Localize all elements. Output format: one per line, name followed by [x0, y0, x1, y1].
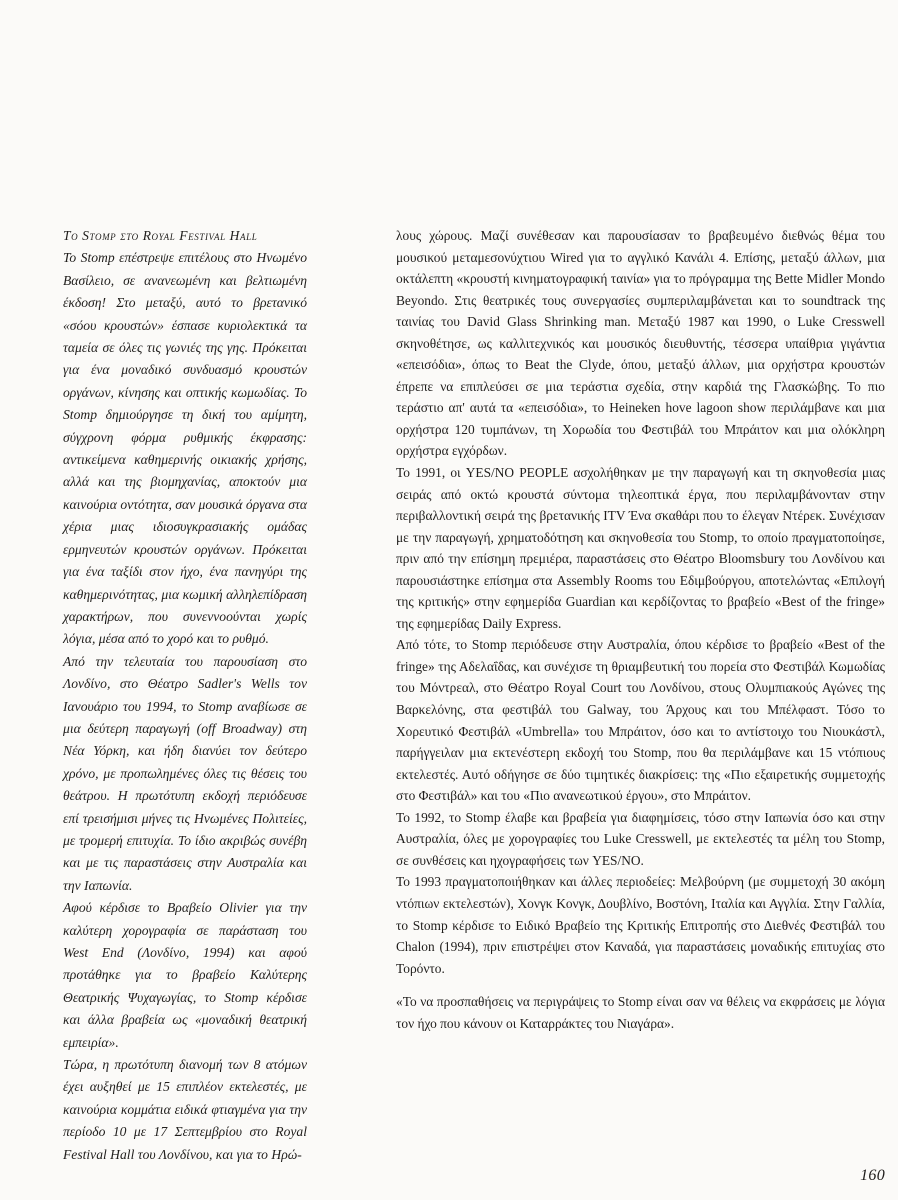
- left-paragraph-awards: Αφού κέρδισε το Βραβείο Olivier για την καλύτερη χορογραφία σε παράσταση του West End (Λονδίνο, 1994) και αφού προτάθηκε για το βραβείο Καλύτερης Θεατρικής Ψυχαγωγίας, το Stomp κέρδισε και άλλα βραβεία ως «μοναδική θεατρική εμπειρία».: [63, 900, 307, 1050]
- left-paragraph-cast: Τώρα, η πρωτότυπη διανομή των 8 ατόμων έχει αυξηθεί με 15 επιπλέον εκτελεστές, με καινούρια κομμάτια ειδικά φτιαγμένα για την περίοδο 10 με 17 Σεπτεμβρίου στο Royal Festival Hall του Λονδίνου, και για το Ηρώ-: [63, 1057, 307, 1162]
- page-number: 160: [860, 1167, 885, 1184]
- left-column: [63, 225, 307, 1166]
- closing-quote: «Το να προσπαθήσεις να περιγράψεις το Stomp είναι σαν να θέλεις να εκφράσεις με λόγια τον ήχο που κάνουν οι Καταρράκτες του Νιαγάρα».: [396, 994, 885, 1031]
- section-title: Το Stomp στο Royal Festival Hall: [63, 228, 258, 243]
- right-paragraph-collaborations: λους χώρους. Μαζί συνέθεσαν και παρουσίασαν το βραβευμένο διεθνώς θέμα του μουσικού μεταμεσονύχτιου Wired για το αγγλικό Κανάλι 4. Επίσης, μεταξύ άλλων, μια οκτάλεπτη «κρουστή κινηματογραφική ταινία» για το πρόγραμμα της Bette Midler Mondo Beyondo. Στις θεατρικές τους συνεργασίες συμπεριλαμβάνεται και το soundtrack της ταινίας του David Glass Shrinking man. Μεταξύ 1987 και 1990, ο Luke Cresswell σκηνοθέτησε, ως καλλιτεχνικός και μουσικός διευθυντής, τέσσερα υπαίθρια γιγάντια «επεισόδια», όπως το Beat the Clyde, όπου, μεταξύ άλλων, μια ορχήστρα κρουστών έπρεπε να επιπλεύσει σε μια τεράστια σχεδία, στην καρδιά της Γλασκώβης. Το πιο τεράστιο απ' αυτά τα «επεισόδια», το Heineken hove lagoon show περιλάμβανε και μια ορχήστρα 120 τυμπάνων, τη Χορωδία του Φεστιβάλ του Μπράιτον και μια ολόκληρη ορχήστρα εγχόρδων.: [396, 228, 885, 459]
- left-paragraph-history: Από την τελευταία του παρουσίαση στο Λονδίνο, στο Θέατρο Sadler's Wells τον Ιανουάριο του 1994, το Stomp αναβίωσε σε μια δεύτερη παραγωγή (off Broadway) στη Νέα Υόρκη, και ήδη διανύει τον δεύτερο χρόνο, με προπωλημένες όλες τις θέσεις του θεάτρου. Η πρωτότυπη εκδοχή περιόδευσε επί τρεισήμισι μήνες τις Ηνωμένες Πολιτείες, με τρομερή επιτυχία. Το ίδιο ακριβώς συνέβη και με τις παραστάσεις στην Αυστραλία και την Ιαπωνία.: [63, 653, 307, 893]
- right-paragraph-1992: Το 1992, το Stomp έλαβε και βραβεία για διαφημίσεις, τόσο στην Ιαπωνία όσο και στην Αυστραλία, όλες με χορογραφίες του Luke Cresswell, με εκτελεστές τα μέλη του Stomp, σε συνθέσεις και ηχογραφήσεις των YES/NO.: [396, 809, 885, 868]
- right-column: [396, 225, 885, 1034]
- right-paragraph-1993: Το 1993 πραγματοποιήθηκαν και άλλες περιοδείες: Μελβούρνη (με συμμετοχή 30 ακόμη ντόπιων εκτελεστών), Χονγκ Κονγκ, Δουβλίνο, Βοστόνη, Ιταλία και Αγγλία. Στην Γαλλία, το Stomp κέρδισε το Ειδικό Βραβείο της Κριτικής Επιτροπής στο Διεθνές Φεστιβάλ του Chalon (1994), πριν επιστρέψει στον Καναδά, για παραστάσεις μοναδικής επιτυχίας στο Τορόντο.: [396, 874, 885, 976]
- right-paragraph-tours: Από τότε, το Stomp περιόδευσε στην Αυστραλία, όπου κέρδισε το βραβείο «Best of the fringe» της Αδελαΐδας, και συνέχισε τη θριαμβευτική του πορεία στο Φεστιβάλ Κωμωδίας του Μόντρεαλ, στο Θέατρο Royal Court του Λονδίνου, στους Ολυμπιακούς Αγώνες της Βαρκελόνης, στα φεστιβάλ του Galway, του Άρχους και του Μπέλφαστ. Τόσο το Χορευτικό Φεστιβάλ «Umbrella» του Μπράιτον, όσο και το αντίστοιχο του Νιουκάστλ, παρήγγειλαν μια εκτενέστερη εκδοχή του Stomp, που θα περιλάμβανε και 15 ντόπιους εκτελεστές. Αυτό οδήγησε σε δύο τιμητικές διακρίσεις: της «Πιο εξαιρετικής συμμετοχής στο Φεστιβάλ» και του «Πιο ανανεωτικού έργου», στο Μπράιτον.: [396, 637, 885, 804]
- left-paragraph-intro: Το Stomp επέστρεψε επιτέλους στο Ηνωμένο Βασίλειο, σε ανανεωμένη και βελτιωμένη έκδοση! Στο μεταξύ, αυτό το βρετανικό «σόου κρουστών» έσπασε κυριολεκτικά τα ταμεία σε όλες τις γωνιές της γης. Πρόκειται για ένα μοναδικό συνδυασμό κρουστών οργάνων, κίνησης και οπτικής κωμωδίας. Το Stomp δημιούργησε τη δική του αμίμητη, σύγχρονη φόρμα ρυθμικής έκφρασης: αντικείμενα καθημερινής οικιακής χρήσης, αλλά και της βιομηχανίας, αποκτούν μια καινούρια οντότητα, σαν μουσικά όργανα στα χέρια μιας ιδιοσυγκρασιακής ομάδας ερμηνευτών κρουστών οργάνων. Πρόκειται για ένα ταξίδι στον ήχο, ένα πανηγύρι της καθημερινότητας, μια κωμική αλληλεπίδραση χαρακτήρων, που συνεννοούνται χωρίς λόγια, μέσα από το χορό και το ρυθμό.: [63, 250, 307, 647]
- right-paragraph-1991: Το 1991, οι YES/NO PEOPLE ασχολήθηκαν με την παραγωγή και τη σκηνοθεσία μιας σειράς από οκτώ κρουστά σύντομα τηλεοπτικά έργα, που περιλαμβάνονταν στην περιβαλλοντική σειρά της βρετανικής ITV Ένα σκαθάρι που το έλεγαν Ντέρεκ. Συνέχισαν με την παραγωγή, χρηματοδότηση και σκηνοθεσία του Stomp, το οποίο πραγματοποίησε, πριν από την επίσημη πρεμιέρα, παραστάσεις στο Θέατρο Bloomsbury του Λονδίνου και παρουσιάστηκε επίσημα στα Assembly Rooms του Εδιμβούργου, αποτελώντας «Επιλογή της κριτικής» στην εφημερίδα Guardian και κερδίζοντας το βραβείο «Best of the fringe» της εφημερίδας Daily Express.: [396, 465, 885, 631]
